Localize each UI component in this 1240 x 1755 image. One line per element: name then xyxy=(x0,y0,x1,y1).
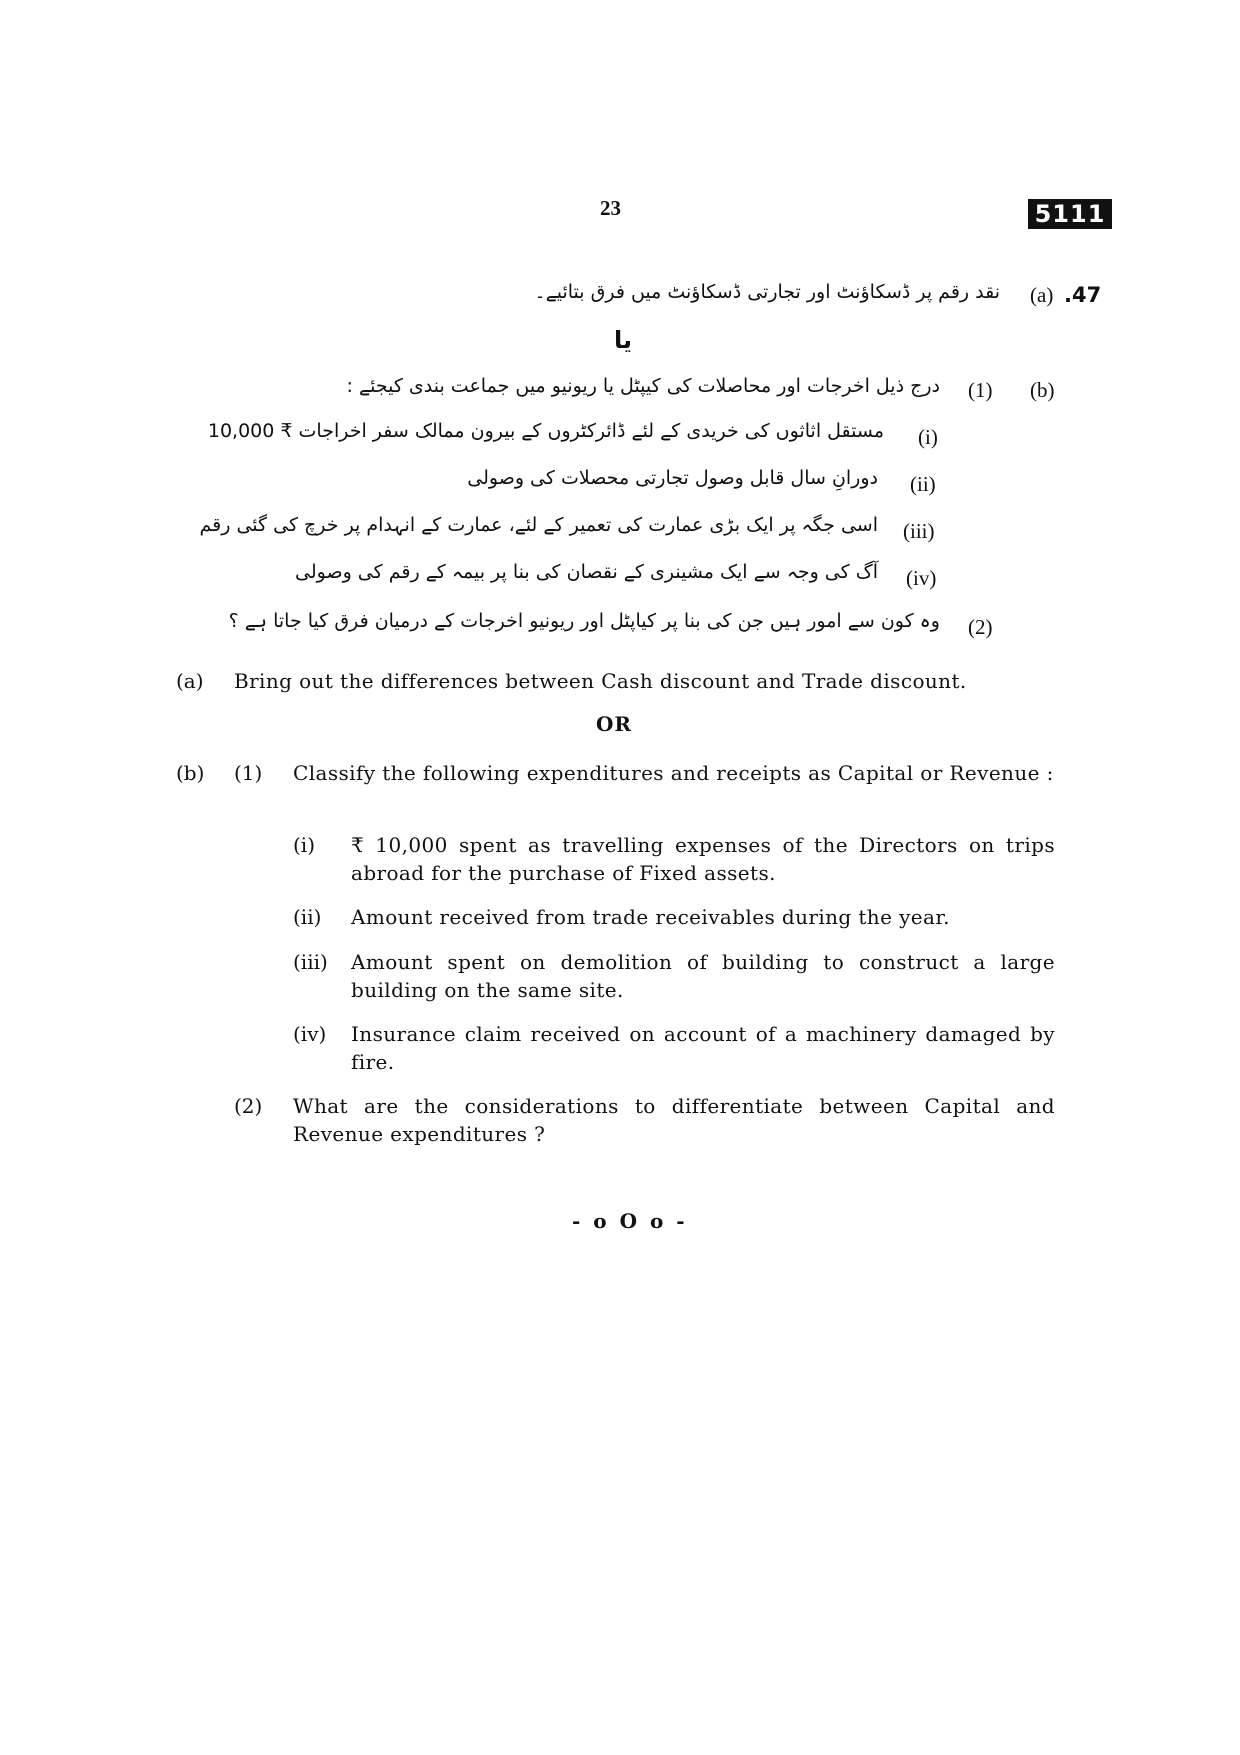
english-b2-label: (2) xyxy=(234,1094,263,1118)
paper-code-badge: 5111 xyxy=(1028,199,1112,229)
english-item-text: Insurance claim received on account of a machinery damaged by fire. xyxy=(351,1022,1055,1074)
urdu-item-label: (iv) xyxy=(906,566,937,590)
urdu-b1-label: (1) xyxy=(968,378,993,402)
urdu-b-label: (b) xyxy=(1030,378,1055,402)
urdu-item-label: (i) xyxy=(918,425,938,449)
english-a-text: Bring out the differences between Cash discount and Trade discount. xyxy=(234,669,967,693)
urdu-b1-text: درج ذیل اخرجات اور محاصلات کی کیپٹل یا ریونیو میں جماعت بندی کیجئے : xyxy=(346,375,940,397)
english-or: OR xyxy=(596,712,633,736)
urdu-or: یا xyxy=(614,326,633,354)
english-item-text: Amount received from trade receivables during the year. xyxy=(351,905,950,929)
english-item-text: ₹ 10,000 spent as travelling expenses of the Directors on trips abroad for the purchase of Fixed assets. xyxy=(351,833,1055,885)
urdu-a-label: (a) xyxy=(1030,283,1054,307)
urdu-b2-label: (2) xyxy=(968,615,993,639)
english-item-label: (iii) xyxy=(293,950,328,974)
urdu-item-text: مستقل اثاثوں کی خریدی کے لئے ڈائرکٹروں کے بیرون ممالک سفر اخراجات ₹ 10,000 xyxy=(207,420,884,442)
urdu-item-text: آگ کی وجہ سے ایک مشینری کے نقصان کی بنا پر بیمہ کے رقم کی وصولی xyxy=(295,561,878,583)
page-number: 23 xyxy=(600,196,621,220)
end-of-paper-mark: - o O o - xyxy=(572,1209,688,1233)
urdu-question-number: .47 xyxy=(1064,283,1102,307)
urdu-b2-text: وہ کون سے امور ہیں جن کی بنا پر کیاپٹل اور ریونیو اخرجات کے درمیان فرق کیا جاتا ہے ؟ xyxy=(228,610,940,632)
urdu-a-text: نقد رقم پر ڈسکاؤنٹ اور تجارتی ڈسکاؤنٹ میں فرق بتائیے۔ xyxy=(534,281,1000,303)
english-a-label: (a) xyxy=(176,669,204,693)
urdu-item-text: دورانِ سال قابل وصول تجارتی محصلات کی وصولی xyxy=(467,467,878,489)
english-b1-label: (1) xyxy=(234,761,263,785)
urdu-item-label: (iii) xyxy=(903,519,935,543)
english-item-label: (i) xyxy=(293,833,316,857)
english-item-label: (ii) xyxy=(293,905,322,929)
urdu-item-text: اسی جگہ پر ایک بڑی عمارت کی تعمیر کے لئے، عمارت کے انہدام پر خرچ کی گئی رقم xyxy=(199,514,878,536)
english-b2-text: What are the considerations to differentiate between Capital and Revenue expenditures ? xyxy=(293,1094,1055,1146)
english-item-text: Amount spent on demolition of building to construct a large building on the same site. xyxy=(351,950,1055,1002)
urdu-item-label: (ii) xyxy=(910,472,936,496)
english-b1-text: Classify the following expenditures and receipts as Capital or Revenue : xyxy=(293,761,1054,785)
english-item-label: (iv) xyxy=(293,1022,327,1046)
english-b-label: (b) xyxy=(176,761,205,785)
